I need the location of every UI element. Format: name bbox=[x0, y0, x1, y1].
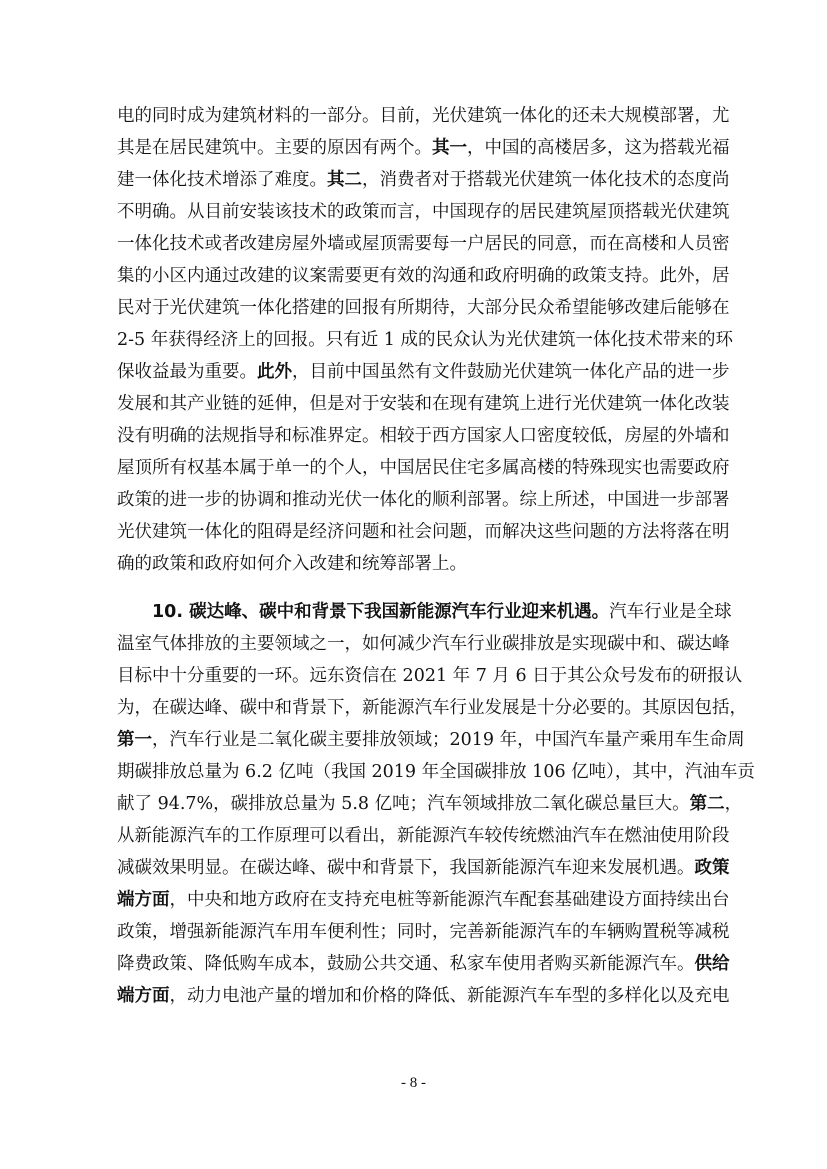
page-number: - 8 - bbox=[401, 1075, 426, 1091]
text-line: 电的同时成为建筑材料的一部分。目前，光伏建筑一体化的还未大规模部署，尤 bbox=[117, 106, 730, 126]
text-line: 温室气体排放的主要领域之一，如何减少汽车行业碳排放是实现碳中和、碳达峰 bbox=[117, 634, 730, 654]
text-line: 为，在碳达峰、碳中和背景下，新能源汽车行业发展是十分必要的。其原因包括， bbox=[117, 698, 747, 718]
text-line: 期碳排放总量为 6.2 亿吨（我国 2019 年全国碳排放 106 亿吨），其中，汽油车贡 bbox=[117, 762, 755, 782]
text-line: 减碳效果明显。在碳达峰、碳中和背景下，我国新能源汽车迎来发展机遇。政策 bbox=[117, 858, 730, 878]
text-line: 其是在居民建筑中。主要的原因有两个。其一，中国的高楼居多，这为搭载光福 bbox=[117, 138, 730, 158]
bold-phrase: 供给 bbox=[694, 954, 730, 974]
text-line: 发展和其产业链的延伸，但是对于安装和在现有建筑上进行光伏建筑一体化改装 bbox=[117, 394, 730, 414]
section-heading-line: 10. 碳达峰、碳中和背景下我国新能源汽车行业迎来机遇。汽车行业是全球 bbox=[152, 602, 732, 622]
text-line: 2-5 年获得经济上的回报。只有近 1 成的民众认为光伏建筑一体化技术带来的环 bbox=[117, 330, 734, 350]
text-line: 建一体化技术增添了难度。其二，消费者对于搭载光伏建筑一体化技术的态度尚 bbox=[117, 170, 730, 190]
bold-phrase: 其一 bbox=[432, 138, 467, 158]
bold-phrase: 此外 bbox=[257, 362, 292, 382]
bold-phrase: 端方面 bbox=[117, 890, 170, 910]
text-line: 没有明确的法规指导和标准界定。相较于西方国家人口密度较低，房屋的外墙和 bbox=[117, 426, 730, 446]
text-line: 端方面，动力电池产量的增加和价格的降低、新能源汽车车型的多样化以及充电 bbox=[117, 986, 730, 1006]
text-line: 端方面，中央和地方政府在支持充电桩等新能源汽车配套基础建设方面持续出台 bbox=[117, 890, 730, 910]
bold-phrase: 第一 bbox=[117, 730, 152, 750]
bold-phrase: 政策 bbox=[694, 858, 730, 878]
bold-phrase: 其二 bbox=[327, 170, 362, 190]
section-heading: 10. 碳达峰、碳中和背景下我国新能源汽车行业迎来机遇。 bbox=[152, 602, 610, 622]
text-line: 屋顶所有权基本属于单一的个人，中国居民住宅多属高楼的特殊现实也需要政府 bbox=[117, 458, 730, 478]
bold-phrase: 第二 bbox=[689, 794, 725, 814]
bold-phrase: 端方面 bbox=[117, 986, 170, 1006]
text-line: 民对于光伏建筑一体化搭建的回报有所期待，大部分民众希望能够改建后能够在 bbox=[117, 298, 730, 318]
text-line: 确的政策和政府如何介入改建和统筹部署上。 bbox=[117, 554, 467, 574]
text-line: 集的小区内通过改建的议案需要更有效的沟通和政府明确的政策支持。此外，居 bbox=[117, 266, 730, 286]
text-line: 目标中十分重要的一环。远东资信在 2021 年 7 月 6 日于其公众号发布的研报认 bbox=[117, 666, 743, 686]
text-line: 不明确。从目前安装该技术的政策而言，中国现存的居民建筑屋顶搭载光伏建筑 bbox=[117, 202, 730, 222]
text-line: 降费政策、降低购车成本，鼓励公共交通、私家车使用者购买新能源汽车。供给 bbox=[117, 954, 730, 974]
text-line: 第一，汽车行业是二氧化碳主要排放领域；2019 年，中国汽车量产乘用车生命周 bbox=[117, 730, 745, 750]
text-line: 保收益最为重要。此外，目前中国虽然有文件鼓励光伏建筑一体化产品的进一步 bbox=[117, 362, 730, 382]
text-line: 政策，增强新能源汽车用车便利性；同时，完善新能源汽车的车辆购置税等减税 bbox=[117, 922, 730, 942]
text-line: 一体化技术或者改建房屋外墙或屋顶需要每一户居民的同意，而在高楼和人员密 bbox=[117, 234, 730, 254]
text-line: 献了 94.7%，碳排放总量为 5.8 亿吨；汽车领域排放二氧化碳总量巨大。第二， bbox=[117, 794, 743, 814]
text-line: 政策的进一步的协调和推动光伏一体化的顺利部署。综上所述，中国进一步部署 bbox=[117, 490, 730, 510]
text-line: 光伏建筑一体化的阻碍是经济问题和社会问题，而解决这些问题的方法将落在明 bbox=[117, 522, 730, 542]
text-line: 从新能源汽车的工作原理可以看出，新能源汽车较传统燃油汽车在燃油使用阶段 bbox=[117, 826, 730, 846]
